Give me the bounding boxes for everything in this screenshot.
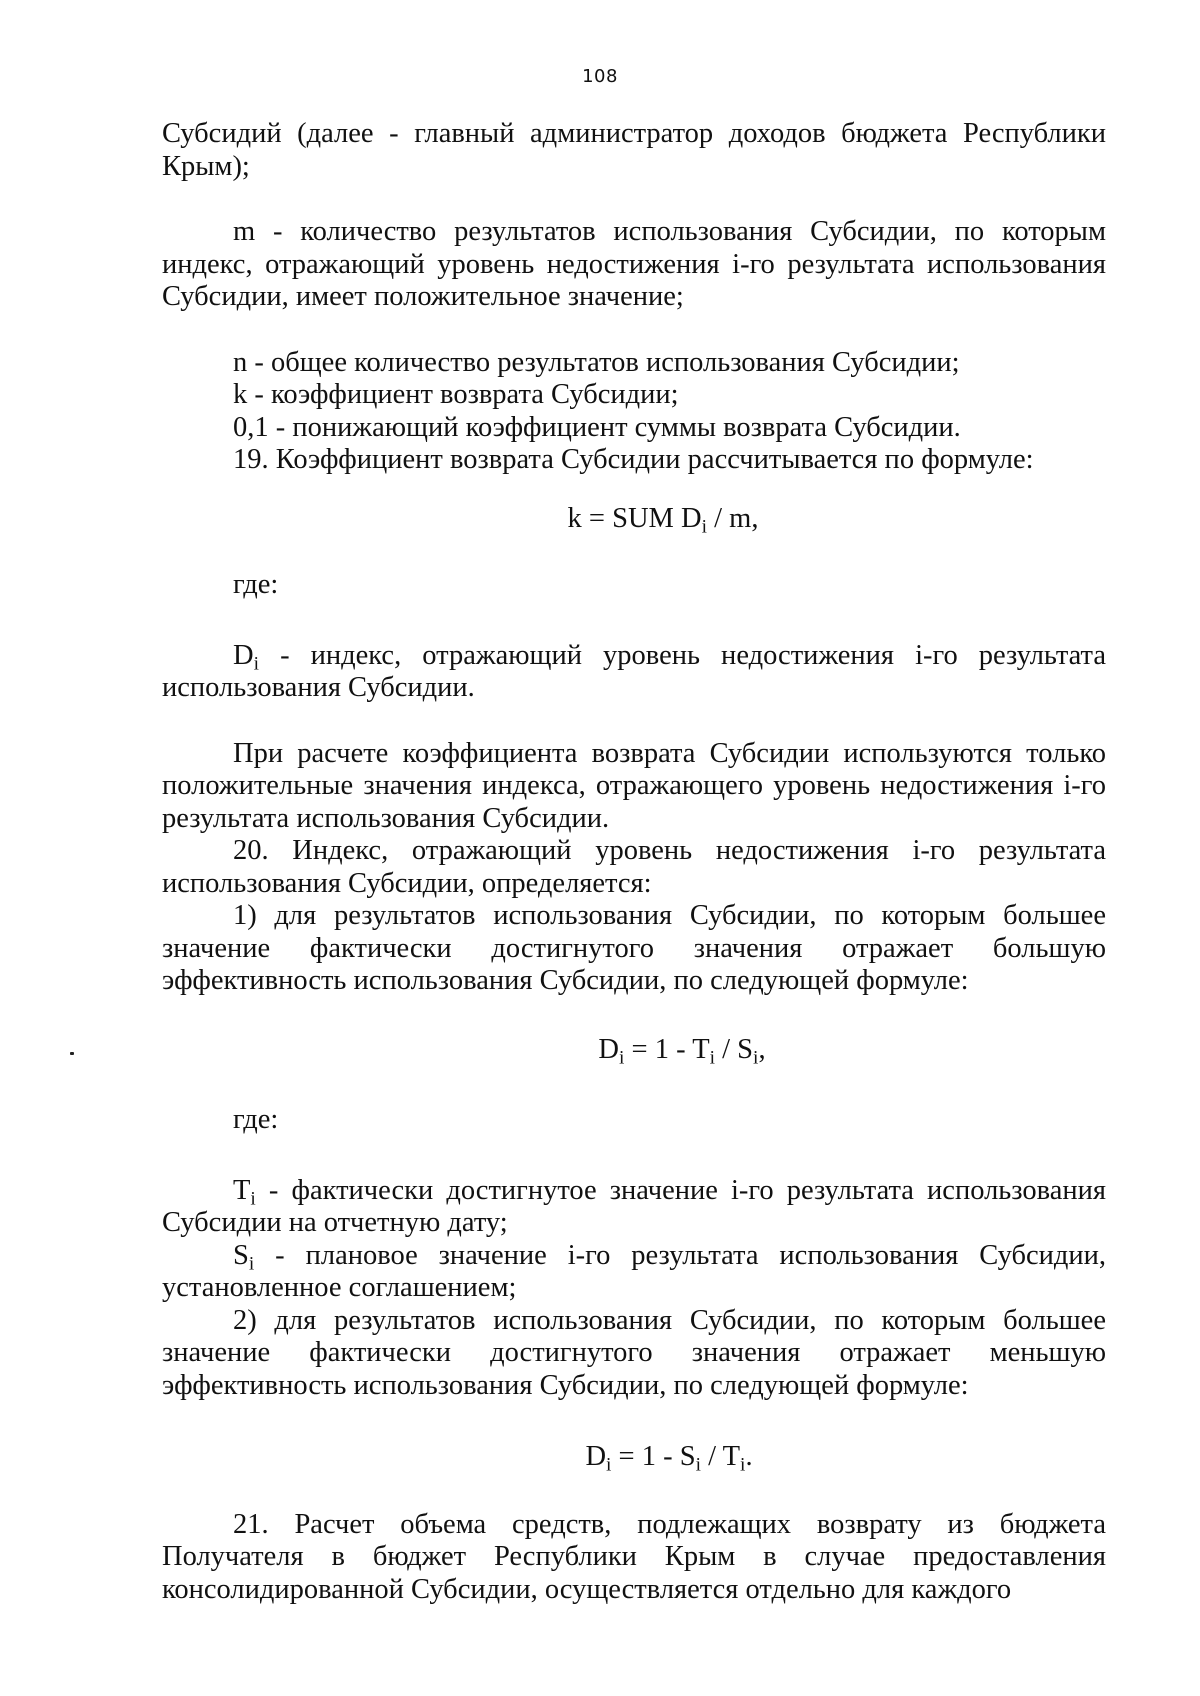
formula-3-b-sub: i bbox=[695, 1454, 701, 1476]
clause-21: 21. Расчет объема средств, подлежащих возврату из бюджета Получателя в бюджет Республики Крым в случае предоставления консолидированной Субсидии, осуществляется отдельно для каждого bbox=[162, 1508, 1106, 1605]
definition-ti-text: - фактически достигнутое значение i-го результата использования Субсидии на отчетную дату; bbox=[162, 1174, 1106, 1238]
definition-si-symbol: S bbox=[233, 1239, 249, 1271]
clause-19: 19. Коэффициент возврата Субсидии рассчитывается по формуле: bbox=[233, 444, 1034, 475]
formula-1-subscript: i bbox=[701, 515, 707, 537]
document-body bbox=[162, 118, 1106, 1606]
formula-1-post: / m, bbox=[706, 502, 759, 534]
formula-di-larger-better bbox=[258, 1034, 1106, 1067]
definition-ti-subscript: i bbox=[250, 1187, 256, 1209]
page-number: 108 bbox=[582, 66, 618, 87]
formula-2-d: , bbox=[758, 1033, 766, 1065]
definition-di-subscript: i bbox=[253, 652, 259, 674]
formula-2-b-sub: i bbox=[709, 1046, 716, 1068]
positive-values-note: При расчете коэффициента возврата Субсидии используются только положительные значения индекса, отражающего уровень недостижения i-го результата использования Субсидии. bbox=[162, 737, 1106, 834]
definition-n: n - общее количество результатов использования Субсидии; bbox=[233, 346, 960, 378]
formula-2-b: = 1 - T bbox=[624, 1033, 710, 1065]
formula-di-smaller-better bbox=[232, 1441, 1106, 1474]
formula-2-a: D bbox=[598, 1033, 620, 1065]
clause-20-item-1: 1) для результатов использования Субсидии, по которым большее значение фактически достигнутого значения отражает большую эффективность использования Субсидии, по следующей формуле: bbox=[162, 900, 1106, 996]
formula-3-c: / T bbox=[700, 1441, 741, 1472]
clause-20-item-2: 2) для результатов использования Субсидии, по которым большее значение фактически достигнутого значения отражает меньшую эффективность использования Субсидии, по следующей формуле: bbox=[162, 1304, 1106, 1401]
definition-reduction-coefficient: 0,1 - понижающий коэффициент суммы возврата Субсидии. bbox=[233, 411, 961, 443]
definition-ti bbox=[162, 1175, 1106, 1240]
definition-si bbox=[162, 1240, 1106, 1305]
definition-k: k - коэффициент возврата Субсидии; bbox=[233, 379, 679, 410]
definition-si-text: - плановое значение i-го результата использования Субсидии, установленное соглашением; bbox=[162, 1239, 1106, 1303]
where-label-2: где: bbox=[233, 1104, 279, 1135]
formula-2-a-sub: i bbox=[619, 1046, 625, 1068]
formula-3-a-sub: i bbox=[606, 1454, 612, 1476]
formula-3-c-sub: i bbox=[740, 1454, 746, 1476]
formula-1-pre: k = SUM D bbox=[567, 502, 702, 534]
formula-3-a: D bbox=[585, 1441, 607, 1472]
where-label-1: где: bbox=[233, 569, 279, 600]
definition-ti-symbol: T bbox=[233, 1174, 251, 1206]
definition-di bbox=[162, 640, 1106, 705]
formula-3-d: . bbox=[745, 1441, 753, 1472]
paragraph-continuation: Субсидий (далее - главный администратор доходов бюджета Республики Крым); bbox=[162, 118, 1106, 182]
scan-artifact-dot bbox=[70, 1052, 74, 1055]
definition-si-subscript: i bbox=[248, 1252, 255, 1274]
definition-m: m - количество результатов использования Субсидии, по которым индекс, отражающий уровень недостижения i-го результата использования Субсидии, имеет положительное значение; bbox=[162, 216, 1106, 312]
definition-di-symbol: D bbox=[233, 639, 254, 671]
formula-return-coefficient bbox=[220, 503, 1106, 536]
definition-di-text: - индекс, отражающий уровень недостижения i-го результата использования Субсидии. bbox=[162, 639, 1106, 703]
formula-2-c-sub: i bbox=[753, 1046, 759, 1068]
clause-20: 20. Индекс, отражающий уровень недостижения i-го результата использования Субсидии, определяется: bbox=[162, 835, 1106, 899]
formula-3-b: = 1 - S bbox=[611, 1441, 696, 1472]
formula-2-c: / S bbox=[715, 1033, 754, 1065]
